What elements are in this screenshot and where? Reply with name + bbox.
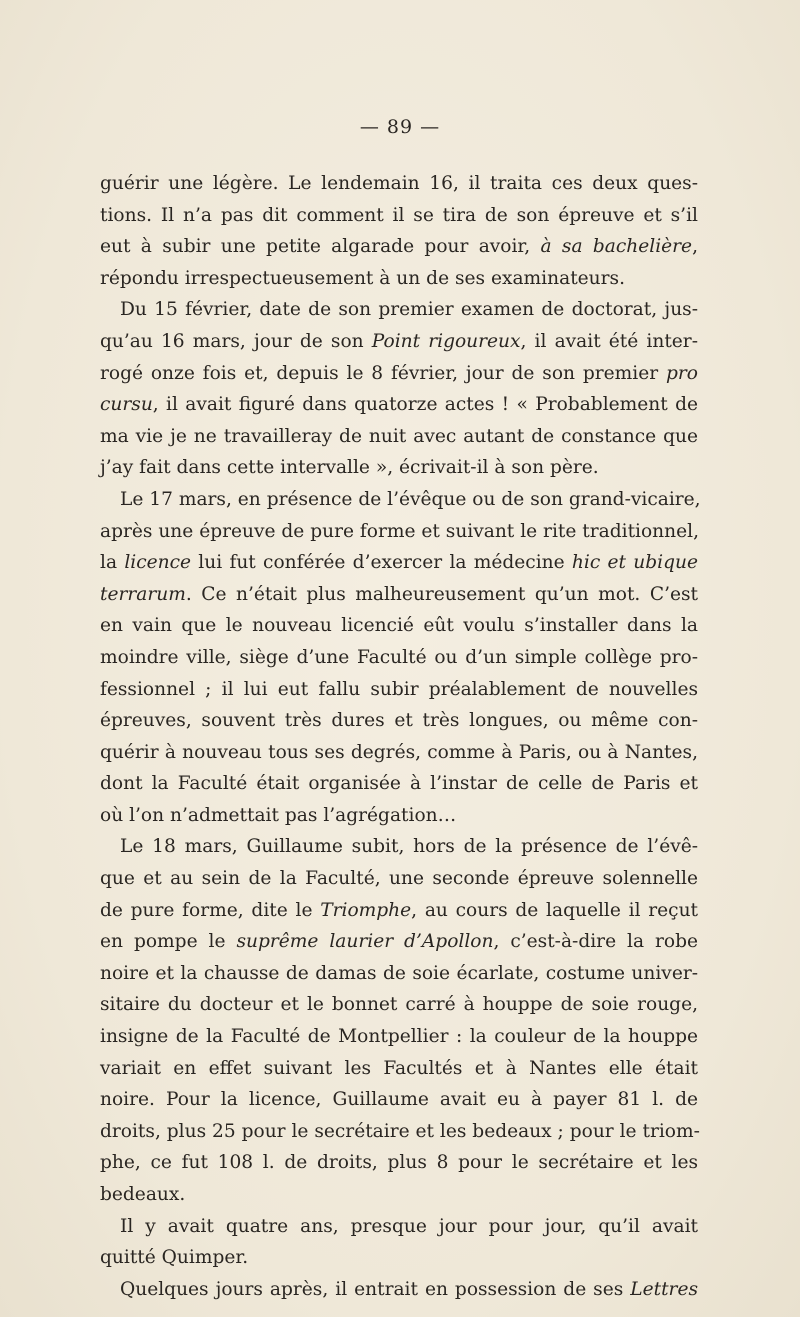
text-segment: moindre ville, siège d’une Faculté ou d’un simple collège pro- [100,646,698,668]
text-segment: , il avait été inter- [520,330,698,352]
text-segment: où l’on n’admettait pas l’agrégation… [100,804,457,826]
text-segment: phe, ce fut 108 l. de droits, plus 8 pour le secrétaire et les [100,1152,698,1174]
text-segment: variait en effet suivant les Facultés et à Nantes elle était [100,1057,698,1079]
text-segment: Il y avait quatre ans, presque jour pour jour, qu’il avait [120,1215,698,1237]
text-segment: bedeaux. [100,1184,186,1205]
text-line [100,674,698,706]
text-segment: en vain que le nouveau licencié eût voulu s’installer dans la [100,615,698,637]
italic-text: licence [124,552,192,574]
text-segment: en pompe le [100,931,237,953]
italic-text: à sa bachelière [540,236,693,258]
text-segment: rogé onze fois et, depuis le 8 février, jour de son premier [100,362,666,384]
italic-text: Point rigoureux [371,330,521,352]
text-segment: , au cours de laquelle il reçut [411,899,699,921]
text-line [100,863,698,895]
text-segment: Du 15 février, date de son premier examen de doctorat, jus- [120,299,698,321]
italic-text: Triomphe [320,899,412,921]
text-segment: , il avait figuré dans quatorze actes ! « Probablement de [152,394,698,416]
text-segment: Le 18 mars, Guillaume subit, hors de la présence de l’évê- [120,836,698,858]
text-line [100,737,698,769]
text-line [100,547,698,579]
text-line [100,294,698,326]
text-segment: répondu irrespectueusement à un de ses examinateurs. [100,267,625,289]
text-line [100,1053,698,1085]
text-line [100,831,698,863]
text-line [100,642,698,674]
text-segment: la [100,552,125,574]
text-segment: guérir une légère. Le lendemain 16, il traita ces deux ques- [100,173,698,194]
text-line [100,958,698,990]
text-segment: lui fut conférée d’exercer la médecine [191,552,572,574]
text-line [100,231,698,263]
text-segment: tions. Il n’a pas dit comment il se tira de son épreuve et s’il [100,204,698,226]
text-segment: . Ce n’était plus malheureusement qu’un mot. C’est [185,583,698,605]
text-line [100,579,698,611]
text-line [100,1021,698,1053]
italic-text: Lettres [630,1278,698,1300]
text-line [100,200,698,232]
text-line [100,800,698,832]
text-segment: fessionnel ; il lui eut fallu subir préalablement de nouvelles [100,678,698,700]
text-segment: eut à subir une petite algarade pour avoir, [100,236,541,258]
text-line [100,1179,698,1211]
text-line [100,516,698,548]
text-line [100,484,701,516]
italic-text: cursu [100,394,153,416]
italic-text: hic et ubique [571,552,698,574]
text-line [100,1274,698,1306]
text-line [100,326,698,358]
text-segment: quitté Quimper. [100,1247,249,1269]
text-segment: après une épreuve de pure forme et suivant le rite traditionnel, [100,520,699,542]
text-segment: ma vie je ne travailleray de nuit avec autant de constance que [100,425,698,447]
text-line [100,705,698,737]
text-segment: Quelques jours après, il entrait en possession de ses [120,1278,631,1300]
text-line [100,768,698,800]
text-line [100,263,698,295]
text-segment: sitaire du docteur et le bonnet carré à houppe de soie rouge, [100,994,698,1016]
text-line [100,1084,698,1116]
text-line [100,421,698,453]
text-line [100,926,698,958]
text-line [100,1147,698,1179]
text-segment: , c’est-à-dire la robe [493,931,699,953]
text-line [100,389,698,421]
text-segment: de pure forme, dite le [100,899,321,921]
text-segment: noire et la chausse de damas de soie écarlate, costume univer- [100,962,698,984]
italic-text: suprême laurier d’Apollon [236,931,494,953]
text-segment: droits, plus 25 pour le secrétaire et les bedeaux ; pour le triom- [100,1120,700,1142]
text-line [100,1242,698,1274]
text-segment: quérir à nouveau tous ses degrés, comme à Paris, ou à Nantes, [100,741,698,763]
text-line [100,1116,698,1148]
text-segment: noire. Pour la licence, Guillaume avait eu à payer 81 l. de [100,1089,698,1111]
text-segment: qu’au 16 mars, jour de son [100,330,372,352]
text-line [100,452,698,484]
text-segment: que et au sein de la Faculté, une seconde épreuve solennelle [100,868,698,890]
text-line [100,358,698,390]
text-segment: insigne de la Faculté de Montpellier : la couleur de la houppe [100,1026,698,1048]
text-segment: Le 17 mars, en présence de l’évêque ou de son grand-vicaire, [120,488,701,510]
italic-text: terrarum [100,583,186,605]
text-segment: épreuves, souvent très dures et très longues, ou même con- [100,710,698,732]
page-number: — 89 — [359,116,441,138]
text-line [100,610,698,642]
text-line [100,989,698,1021]
text-line [100,168,698,200]
text-segment: dont la Faculté était organisée à l’instar de celle de Paris et [100,773,698,795]
italic-text: pro [666,362,698,384]
text-line [100,895,698,927]
body-text [100,168,701,1305]
text-line [100,1211,698,1243]
text-segment: j’ay fait dans cette intervalle », écrivait-il à son père. [100,457,599,479]
text-segment: , [692,236,698,258]
